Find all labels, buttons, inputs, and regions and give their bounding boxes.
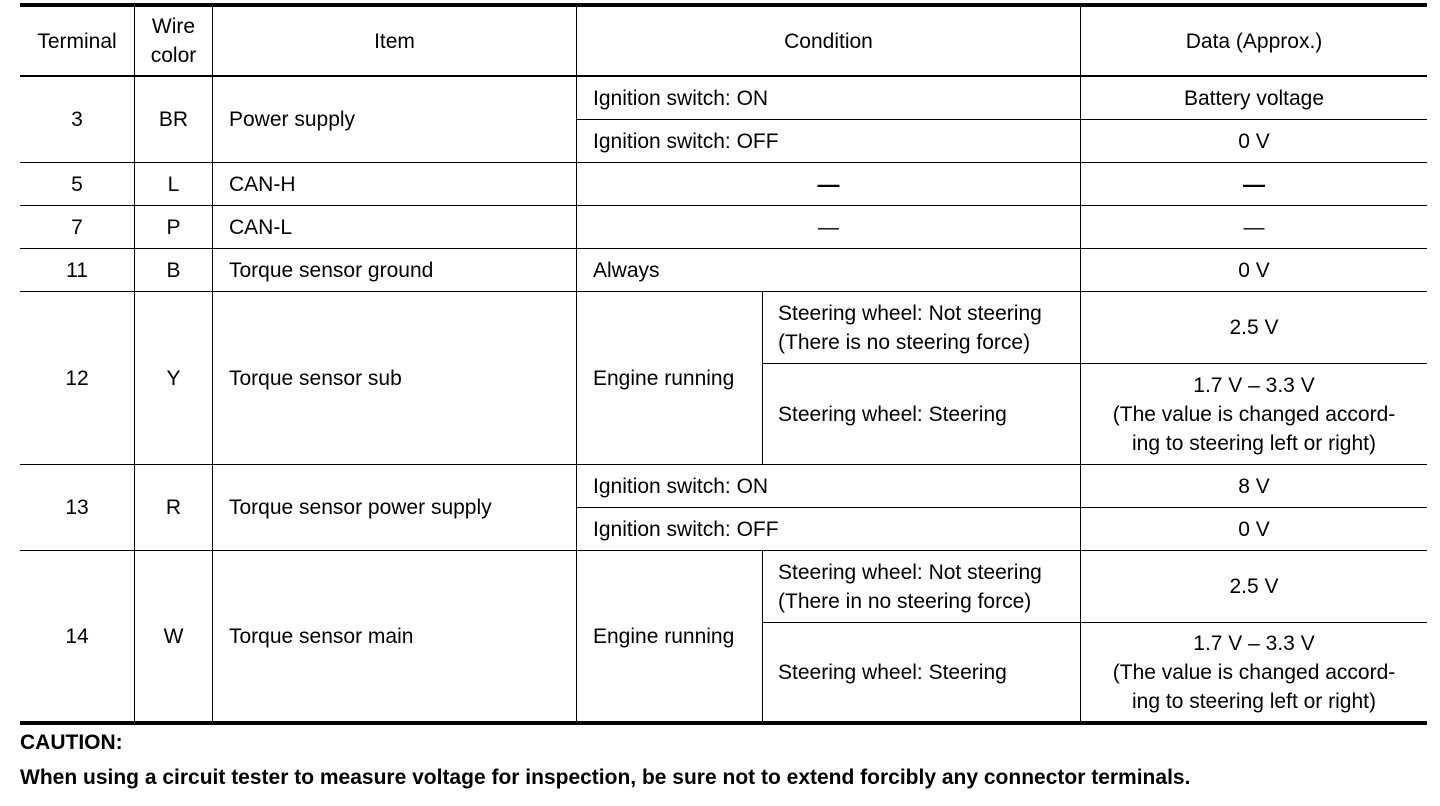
item-cell: Power supply	[229, 108, 356, 131]
condition-cell: Ignition switch: OFF	[593, 517, 779, 541]
subcondition-cell: Steering wheel: Steering	[778, 660, 1007, 684]
header-item: Item	[374, 29, 415, 53]
subcondition-divider	[762, 551, 763, 722]
wire-color-cell: R	[165, 496, 182, 519]
data-cell: 1.7 V – 3.3 V (The value is changed accord- ing to steering left or right)	[1112, 631, 1396, 713]
header-data: Data (Approx.)	[1185, 29, 1323, 53]
caution-text: When using a circuit tester to measure voltage for inspection, be sure not to extend forcibly any connector terminals.	[20, 766, 1191, 789]
data-cell: —	[1243, 215, 1265, 239]
subcondition-cell: Steering wheel: Not steering (There is no steering force)	[778, 301, 1042, 354]
wire-color-cell: L	[167, 172, 180, 196]
data-cell: Battery voltage	[1183, 86, 1325, 110]
header-wire-color: Wire color	[150, 15, 197, 67]
column-divider	[212, 5, 213, 723]
condition-group-cell: Engine running	[593, 624, 735, 648]
caution-title: CAUTION:	[20, 731, 123, 754]
item-cell: Torque sensor power supply	[229, 496, 492, 519]
subcondition-cell: Steering wheel: Steering	[778, 402, 1007, 426]
data-cell: 0 V	[1238, 129, 1270, 153]
terminal-cell: 14	[65, 624, 89, 648]
item-cell: Torque sensor main	[229, 624, 414, 648]
header-terminal: Terminal	[37, 29, 117, 53]
condition-cell: Ignition switch: ON	[593, 474, 769, 498]
data-cell: 0 V	[1238, 517, 1270, 541]
terminal-cell: 13	[65, 496, 89, 519]
data-cell: 1.7 V – 3.3 V (The value is changed accord- ing to steering left or right)	[1112, 373, 1396, 455]
wire-color-cell: Y	[166, 366, 181, 390]
data-cell: —	[1243, 171, 1265, 197]
data-cell: 2.5 V	[1229, 575, 1279, 598]
data-cell: 0 V	[1238, 258, 1270, 282]
column-divider	[576, 5, 577, 723]
item-cell: Torque sensor sub	[229, 366, 402, 390]
terminal-cell: 3	[71, 108, 83, 131]
condition-group-cell: Engine running	[593, 366, 735, 390]
data-cell: 2.5 V	[1229, 316, 1279, 339]
data-cell: 8 V	[1238, 474, 1270, 498]
condition-cell: —	[818, 215, 839, 239]
condition-cell: —	[817, 171, 840, 197]
wire-color-cell: B	[166, 258, 181, 282]
condition-cell: Always	[593, 258, 660, 282]
condition-cell: Ignition switch: OFF	[593, 129, 779, 153]
terminal-cell: 5	[71, 172, 83, 196]
terminal-cell: 12	[65, 366, 89, 390]
table-bottom-border	[20, 721, 1427, 725]
header-condition: Condition	[784, 29, 873, 53]
wire-color-cell: W	[163, 624, 184, 648]
wire-color-cell: BR	[158, 108, 189, 131]
item-cell: CAN-L	[229, 215, 293, 239]
terminal-cell: 11	[66, 258, 88, 282]
terminal-cell: 7	[71, 215, 83, 239]
item-cell: CAN-H	[229, 172, 296, 196]
subcondition-divider	[762, 292, 763, 464]
item-cell: Torque sensor ground	[229, 258, 434, 282]
wire-color-cell: P	[166, 215, 181, 239]
condition-cell: Ignition switch: ON	[593, 86, 769, 110]
subcondition-cell: Steering wheel: Not steering (There in no steering force)	[778, 560, 1042, 613]
